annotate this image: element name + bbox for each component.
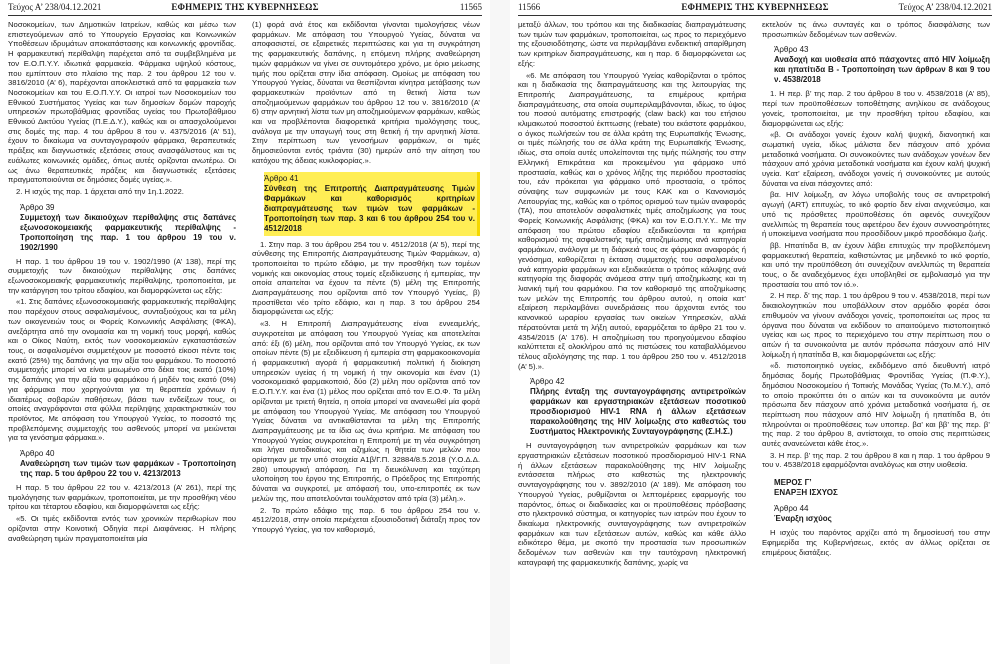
paragraph: «δ. πιστοποιητικό υγείας, εκδιδόμενο από διευθυντή ιατρό δημόσιας δομής Πρωτοβάθμιας Φροντίδας Υγείας (Π.Φ.Υ.), δημόσιου Νοσοκομείου ή Τοπικής Μονάδας Υγείας (Το.Μ.Υ.), από το οποίο προκύπτει ότι ο αιτών και τα συνοικούντα με αυτόν πρόσωπα δεν πάσχουν από χρόνια μεταδοτικά νοσήματα ή, σε περίπτωση που πάσχουν από HIV λοίμωξη ή ηπατίτιδα Β, ότι πληρούνται οι προϋποθέσεις των υποπερ. βα’ και ββ’ της περ. β’ της παρ. 2 του άρθρου 8, αντίστοιχα, το οποίο στις περιπτώσεις αυτές ανανεώνεται κάθε έτος.».: [762, 361, 990, 449]
right-column-1: [518, 20, 746, 662]
paragraph: 1. Η περ. β’ της παρ. 2 του άρθρου 8 του ν. 4538/2018 (Α’ 85), περί των προϋποθέσεων τοποθέτησης ανηλίκου σε ανάδοχους γονείς, τροποποιείται, με την προσθήκη τρίτου εδαφίου, και διαμορφώνεται ως εξής:: [762, 89, 990, 128]
article-heading: [530, 377, 746, 437]
paragraph: 1. Στην παρ. 3 του άρθρου 254 του ν. 4512/2018 (Α’ 5), περί της σύνθεσης της Επιτροπής Διαπραγμάτευσης Τιμών Φαρμάκων, α) τροποποιείται το πρώτο εδάφιο, με την προσθήκη των τομέων νομικής και οικονομίας στους τομείς εξειδίκευσης ή εμπειρίας, την οποία απαιτείται να έχουν τα πέντε (5) μέλη της Επιτροπής Διαπραγμάτευσης που ορίζονται από τον Υπουργό Υγείας, β) προστίθεται νέο τρίτο εδάφιο, και η παρ. 3 του άρθρου 254 διαμορφώνεται ως εξής:: [252, 239, 480, 317]
article-title: Αναδοχή και υιοθεσία από πάσχοντες από HIV λοίμωξη και ηπατίτιδα Β - Τροποποίηση των άρθρων 8 και 9 του ν. 4538/2018: [774, 55, 990, 85]
article-heading: [20, 203, 236, 253]
left-column-1: [8, 20, 236, 662]
right-column-2: [762, 20, 990, 662]
paragraph: ββ. Ηπατίτιδα Β, αν έχουν λάβει επιτυχώς την προβλεπόμενη φαρμακευτική θεραπεία, καθιστώντας με μηδενικό το ιικό φορτίο, και υπό την προϋπόθεση ότι συνεχίζουν ανελλιπώς τη θεραπεία τους, ο δε αναδεχόμενος έχει υποβληθεί σε εμβολιασμό για την προστασία του από τον ιό.».: [762, 240, 990, 289]
page-header: [8, 2, 482, 16]
article-title: Συμμετοχή των δικαιούχων περίθαλψης στις δαπάνες εξωνοσοκομειακής φαρμακευτικής περίθαλψης - Τροποποίηση της παρ. 1 του άρθρου 19 του ν. 1902/1990: [20, 212, 236, 252]
article-number: Άρθρο 41: [264, 173, 299, 183]
paragraph: βα. HIV λοίμωξη, αν λόγω υποβολής τους σε αντιρετροϊκή αγωγή (ART) επιτυχώς, το ιικό φορτίο δεν είναι ανιχνεύσιμο, και υπό τις πρόσθετες προϋποθέσεις ότι αφενός συνεχίζουν ανελλιπώς τη θεραπεία τους αφετέρου δεν έχουν συννοσηρότητες ή υποκείμενα νοσήματα που προσδίδουν μικρό προσδόκιμο ζωής.: [762, 190, 990, 239]
paragraph: Νοσοκομείων, των Δημοτικών Ιατρείων, καθώς και μέσω των επιστεγούμενων από το Υπουργείο Εργασίας και Κοινωνικών Υποθέσεων ιδρυμάτων αποκατάστασης και κοινωνικής φροντίδας. Η φαρμακευτική περίθαλψη παρέχεται από τα συμβεβλημένα με τον Ε.Ο.Π.Υ.Υ. ιδιωτικά φαρμακεία. Φάρμακα υψηλού κόστους, που εμπίπτουν στο πλαίσιο της παρ. 2 του άρθρου 12 του ν. 3816/2010 (Α’ 6), παρέχονται αποκλειστικά από τα φαρμακεία των Νοσοκομείων και του Ε.Ο.Π.Υ.Υ. Οι ιατροί των Νοσοκομείων του Εθνικού Συστήματος Υγείας και των δημοσίων δομών παροχής υπηρεσιών πρωτοβάθμιας φροντίδας υγείας του Πρωτοβάθμιου Εθνικού Δικτύου Υγείας (Π.Ε.Δ.Υ.), καθώς και οι απασχολούμενοι στις δομές της παρ. 4 του άρθρου 8 του ν. 4375/2016 (Α’ 51), έχουν το δικαίωμα να συνταγογραφούν φάρμακα, θεραπευτικές πράξεις και διαγνωστικές εξετάσεις στους ανασφάλιστους και τις ευάλωτες κοινωνικές ομάδες, όπως αυτές ορίζονται ανωτέρω. Οι ως άνω θεραπευτικές πράξεις και διαγνωστικές εξετάσεις πραγματοποιούνται σε δημόσιες δομές υγείας.».: [8, 20, 236, 185]
article-heading: [774, 45, 990, 85]
article-heading: [20, 449, 236, 479]
paragraph: «1. Στις δαπάνες εξωνοσοκομειακής φαρμακευτικής περίθαλψης που παρέχουν στους ασφαλισμένους, συνταξιούχους και τα μέλη των οικογενειών τους οι Φορείς Κοινωνικής Ασφάλισης (ΦΚΑ), ανεξάρτητα από την ονομασία και τη νομική τους μορφή, καθώς και ο Οίκος Ναύτη, εκτός των νοσοκομειακών εγκαταστάσεών τους, οι ασφαλισμένοι συμμετέχουν με ποσοστό είκοσι πέντε τοις εκατό (25%) της δαπάνης για την αξία του φαρμάκου. Το ποσοστό συμμετοχής μπορεί να είναι μειωμένο στο δέκα τοις εκατό (10%) της δαπάνης για την αξία του φαρμάκου ή μηδέν τοις εκατό (0%) για φάρμακα που χορηγούνται για τη θεραπεία χρόνιων ή ιδιαιτέρως σοβαρών παθήσεων, βάσει των ενδείξεων τους, οι οποίες αναγράφονται στα φύλλα περίληψης χαρακτηριστικών του προϊόντος. Με απόφαση του Υπουργού Υγείας, το ποσοστό της προβλεπόμενης συμμετοχής του ασθενούς μπορεί να μειώνεται για τα γενόσημα φάρμακα.».: [8, 297, 236, 443]
paragraph: 2. Η περ. δ’ της παρ. 1 του άρθρου 9 του ν. 4538/2018, περί των δικαιολογητικών που υποβάλλουν στον αρμόδιο φορέα όσοι επιθυμούν να γίνουν ανάδοχοι γονείς, τροποποιείται ως προς τα όργανα που δύναται να εκδίδουν το απαιτούμενο πιστοποιητικό υγείας και ως προς το περιεχόμενο του στην περίπτωση που ο αιτών ή τα συνοικούντα με αυτόν πρόσωπα πάσχουν από HIV λοίμωξη ή ηπατίτιδα Β, και διαμορφώνεται ως εξής:: [762, 291, 990, 359]
paragraph: «β. Οι ανάδοχοι γονείς έχουν καλή ψυχική, διανοητική και σωματική υγεία, ιδίως μάλιστα δεν πάσχουν από χρόνια μεταδοτικά νοσήματα. Οι συνοικούντες των ανάδοχων γονέων δεν πάσχουν από χρόνια μεταδοτικά νοσήματα και έχουν καλή ψυχική υγεία. Κατ’ εξαίρεση, ανάδοχοι γονείς ή συνοικούντες με αυτούς δύναται να είναι πάσχοντες από:: [762, 130, 990, 188]
article-title: Αναθεώρηση των τιμών των φαρμάκων - Τροποποίηση της παρ. 5 του άρθρου 22 του ν. 4213/2013: [20, 459, 236, 479]
article-number: Άρθρο 42: [530, 377, 565, 387]
article-number: Άρθρο 44: [774, 504, 809, 514]
paragraph: 2. Το πρώτο εδάφιο της παρ. 6 του άρθρου 254 του ν. 4512/2018, στην οποία περιέχεται εξουσιοδοτική διάταξη προς τον Υπουργό Υγείας, για τον καθορισμό,: [252, 505, 480, 534]
paragraph: «6. Με απόφαση του Υπουργού Υγείας καθορίζονται ο τρόπος και η διαδικασία της διαπραγμάτευσης και της λειτουργίας της Επιτροπής Διαπραγμάτευσης, τα επιμέρους κριτήρια διαπραγμάτευσης, στα οποία συμπεριλαμβάνονται, ιδίως, το ύψος του ποσού αυτόματης επιστροφής (claw back) και του ετήσιου κλιμακωτού ποσοστού έκπτωσης (rebate) του εκάστοτε φαρμάκου, ο όγκος πωλήσεών του σε άλλα κράτη της Ευρωπαϊκής Ένωσης, οι τιμές πώλησής του σε άλλα κράτη της Ευρωπαϊκής Ένωσης, ιδίως, στα οποία αυτές υπολείπονται της τιμής πώλησής του στην Ελληνική Επικράτεια και προκειμένου για φάρμακο υπό προστασία, καθώς και ο χρόνος λήξης της περιόδου προστασίας του, εάν πρόκειται για φάρμακο υπό προστασία, ο τρόπος σύναψης των συμφωνιών με τους ΚΑΚ και ο Κανονισμός Λειτουργίας της, καθώς και ο τρόπος ορισμού των τιμών αναφοράς (ΤΑ), που αποτελούν ασφαλιστικές τιμές αποζημίωσης για τους Φορείς Κοινωνικής Ασφάλισης (ΦΚΑ) και τον Ε.Ο.Π.Υ.Υ.. Με την απόφαση του πρώτου εδαφίου εξειδικεύονται τα κριτήρια καθορισμού της ασφαλιστικής τιμής αποζημίωσης ανά κατηγορία φαρμάκων, ανάλογα με τη διάρκειά τους σε φάρμακα αναφοράς ή γενόσημα, καθορίζεται η έκταση συμμετοχής του ασφαλισμένου ανά κατηγορία φαρμάκων και εξειδικεύεται ο τρόπος κάλυψης ανά κατηγορία της διαφοράς ανάμεσα στην τιμή αποζημίωσης και τη λιανική τιμή του φαρμάκου. Για τον καθορισμό της αποζημίωσης των μελών της Επιτροπής του άρθρου αυτού, η οποία κατ’ εξαίρεση περιλαμβάνει συνεδριάσεις που άρχονται εντός του κανονικού ωραρίου εργασίας των οικείων Υπηρεσιών, αλλά πέρατούνται μετά τη λήξη αυτού, εφαρμόζεται το άρθρο 21 του ν. 4354/2015 (Α’ 176). Η αποζημίωση του προηγούμενου εδαφίου καλύπτεται εξ ολοκλήρου από τις πιστώσεις του καταβαλλόμενου τέλους αξιολόγησης της παρ. 1 του άρθρου 250 του ν. 4512/2018 (Α’ 5).».: [518, 70, 746, 371]
left-column-2: [252, 20, 480, 662]
header-rule: [518, 15, 992, 16]
paragraph: 2. Η ισχύς της παρ. 1 άρχεται από την 1η.1.2022.: [16, 186, 184, 196]
issue-number: Τεύχος Α’ 238/04.12.2021: [8, 2, 102, 12]
part-heading: [774, 478, 990, 498]
article-number: Άρθρο 39: [20, 202, 55, 212]
issue-number: Τεύχος Α’ 238/04.12.2021: [898, 2, 992, 12]
paragraph: Η παρ. 1 του άρθρου 19 του ν. 1902/1990 (Α’ 138), περί της συμμετοχής των δικαιούχων περίθαλψης στις δαπάνες εξωνοσοκομειακής φαρμακευτικής περίθαλψης, τροποποιείται, με την κατάργηση του τρίτου εδαφίου, και διαμορφώνεται ως εξής:: [8, 256, 236, 295]
page-number: 11565: [459, 2, 482, 12]
newspaper-title: ΕΦΗΜΕΡΙΣ ΤΗΣ ΚΥΒΕΡΝΗΣΕΩΣ: [171, 2, 319, 12]
article-title: Σύνθεση της Επιτροπής Διαπραγμάτευσης Τιμών Φαρμάκων και καθορισμός κριτηρίων διαπραγμάτευσης των τιμών των φαρμάκων - Τροποποίηση των παρ. 3 και 6 του άρθρου 254 του ν. 4512/2018: [264, 183, 475, 233]
page-header: [518, 2, 992, 16]
newspaper-title: ΕΦΗΜΕΡΙΣ ΤΗΣ ΚΥΒΕΡΝΗΣΕΩΣ: [681, 2, 829, 12]
paragraph: Η παρ. 5 του άρθρου 22 του ν. 4213/2013 (Α’ 261), περί της τιμολόγησης των φαρμάκων, τροποποιείται, με την προσθήκη νέου τρίτου και τέταρτου εδαφίου, και διαμορφώνεται ως εξής:: [8, 483, 236, 512]
paragraph: «5. Οι τιμές εκδίδονται εντός των χρονικών περιθωρίων που ορίζονται στην Κοινοτική Οδηγία περί Διαφάνειας. Η πλήρης αναθεώρηση τιμών πραγματοποιείται μία: [8, 514, 236, 543]
paragraph: 3. Η περ. β’ της παρ. 2 του άρθρου 8 και η παρ. 1 του άρθρου 9 του ν. 4538/2018 εφαρμόζονται αναλόγως και στην υιοθεσία.: [762, 450, 990, 470]
paragraph: (1) φορά ανά έτος και εκδίδονται γίνονται τιμολογήσεις νέων φαρμάκων. Με απόφαση του Υπουργού Υγείας, δύναται να αποφασιστεί, σε εξαιρετικές περιπτώσεις και για τη συγκράτηση της φαρμακευτικής δαπάνης, η επόμενη πλήρης αναθεώρηση τιμών φαρμάκων να γίνει σε συντομότερο χρόνο, με όριο μείωσης τιμής που ορίζεται στην ίδια απόφαση. Ομοίως με απόφαση του Υπουργού Υγείας, δύναται να θεσπίζονται κίνητρα μετάβασης των φαρμακευτικών προϊόντων από τη θετική λίστα των αποζημιούμενων φαρμάκων του άρθρου 12 του ν. 3816/2010 (Α’ 6) στην αρνητική λίστα των μη αποζημιούμενων φαρμάκων, καθώς και να προβλέπονται διαφορετικά κριτήρια τιμολόγησης τους, ανάλογα με την υπαγωγή τους στη θετική ή την αρνητική λίστα. Στην περίπτωση των γενοσήμων φαρμάκων, οι τιμές δημοσιεύονται εντός τριάντα (30) ημερών από την αίτηση του κατόχου της άδειας κυκλοφορίας.».: [252, 20, 480, 165]
right-page: [510, 0, 1000, 664]
paragraph: μεταξύ άλλων, του τρόπου και της διαδικασίας διαπραγμάτευσης των τιμών των φαρμάκων, τροποποιείται, ως προς το περιεχόμενο της εξουσιοδότησης, ώστε να περιλαμβάνει ενδεικτική απαρίθμηση των κριτηρίων διαπραγμάτευσης, και η παρ. 6 διαμορφώνεται ως εξής:: [518, 20, 746, 68]
header-rule: [8, 15, 482, 16]
article-heading: [774, 504, 990, 524]
page-number: 11566: [518, 2, 541, 12]
page-gutter: [490, 0, 510, 664]
paragraph: Η ισχύς του παρόντος αρχίζει από τη δημοσίευσή του στην Εφημερίδα της Κυβερνήσεως, εκτός αν άλλως ορίζεται σε επιμέρους διατάξεις.: [762, 528, 990, 557]
paragraph: εκτελούν τις άνω συνταγές και ο τρόπος διασφάλισης των προσωπικών δεδομένων των ασθενών.: [762, 20, 990, 39]
article-title: Έναρξη ισχύος: [774, 514, 832, 524]
article-number: Άρθρο 40: [20, 449, 55, 459]
left-page: [0, 0, 490, 664]
article-title: Πλήρης ένταξη της συνταγογράφησης αντιρετροϊκών φαρμάκων και εργαστηριακών εξετάσεων ποσοτικού προσδιορισμού HIV-1 RNA ή άλλων εξετάσεων παρακολούθησης της HIV λοίμωξης στο καθεστώς του Συστήματος Ηλεκτρονικής Συνταγογράφησης (Σ.Η.Σ.): [530, 387, 746, 437]
paragraph: «3. Η Επιτροπή Διαπραγμάτευσης είναι εννεαμελής, συγκροτείται με απόφαση του Υπουργού Υγείας και αποτελείται από: έξι (6) μέλη, που ορίζονται από τον Υπουργό Υγείας, εκ των οποίων πέντε (5) με εξειδίκευση ή εμπειρία στη φαρμακοοικονομία ή φαρμακευτική αγορά ή φαρμακευτική πολιτική ή διοίκηση υπηρεσιών υγείας ή τη νομική ή την οικονομία και έναν (1) νοσοκομειακό φαρμακοποιό, δύο (2) μέλη που ορίζονται από τον Ε.Ο.Π.Υ.Υ. και ένα (1) μέλος που ορίζεται από τον Ε.Ο.Φ. Τα μέλη ορίζονται με τριετή θητεία, η οποία μπορεί να ανανεωθεί μία φορά με απόφαση του Υπουργού Υγείας. Με απόφαση του Υπουργού Υγείας δύναται να αντικαθίστανται τα μέλη της Επιτροπής Διαπραγμάτευσης με τα ίδια ως άνω κριτήρια. Με απόφαση του Υπουργού Υγείας συγκροτείται η Επιτροπή με τη νέα συγκρότηση και λήγει αυτοδικαίως και αζημίως η θητεία των μελών που ορίστηκαν με την υπό στοιχεία Α1β/Γ.Π. 32884/8.5.2018 (Υ.Ο.Δ.Δ. 280) υπουργική απόφαση. Για τη διευκόλυνση και ταχύτερη υλοποίηση του έργου της Επιτροπής, ο Πρόεδρος της Επιτροπής δύναται να συγκροτεί, με απόφασή του, υπο-επιτροπές εκ των μελών της, που αποτελούνται τουλάχιστον από τρία (3) μέλη.».: [252, 319, 480, 503]
paragraph: Η συνταγογράφηση των αντιρετροϊκών φαρμάκων και των εργαστηριακών εξετάσεων ποσοτικού προσδιορισμού HIV-1 RNA ή άλλων εξετάσεων παρακολούθησης της HIV λοίμωξης εντάσσεται πλήρως στο καθεστώς της ηλεκτρονικής συνταγογράφησης του ν. 3892/2010 (Α’ 189). Με απόφαση του Υπουργού Υγείας, ρυθμίζονται οι λεπτομέρειες εφαρμογής του παρόντος, όπως οι διαδικασίες και οι προϋποθέσεις πρόσβασης στο ηλεκτρονικό σύστημα, οι κατηγορίες των ιατρών που έχουν το δικαίωμα ηλεκτρονικής συνταγογράφησης των αντιρετροϊκών φαρμάκων και των εξετάσεων αυτών, καθώς και κάθε άλλο ειδικότερο θέμα, με σκοπό την προστασία των προσωπικών δεδομένων των ασθενών και την ταυτόχρονη ηλεκτρονική καταγραφή της φαρμακευτικής δαπάνης, χωρίς να: [518, 441, 746, 567]
article-heading-highlighted: [264, 172, 480, 236]
article-number: Άρθρο 43: [774, 45, 809, 55]
part-title: ΕΝΑΡΞΗ ΙΣΧΥΟΣ: [774, 488, 838, 498]
part-label: ΜΕΡΟΣ Γ’: [774, 478, 812, 488]
